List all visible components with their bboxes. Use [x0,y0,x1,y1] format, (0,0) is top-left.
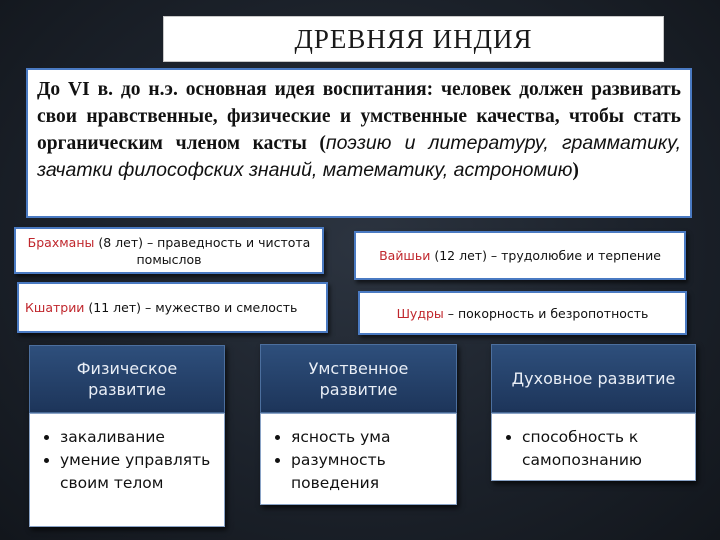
caste-vaishyas-text [379,247,661,264]
list-item: • способность к самопознанию [522,426,685,472]
caste-vaishyas-desc: (12 лет) – трудолюбие и терпение [430,248,661,263]
caste-brahmans-box [14,227,324,274]
caste-brahmans-desc: (8 лет) – праведность и чистота помыслов [94,234,311,267]
mental-list [260,413,457,505]
intro-main-text: До VI в. до н.э. основная идея воспитания: человек должен развивать свои нравственные, физические и умственные качества, чтобы стать органическим членом касты ( [37,79,681,154]
caste-shudras-name: Шудры [396,305,444,321]
caste-kshatriyas-name: Кшатрии [25,300,85,315]
physical-list [29,413,225,527]
caste-shudras-box [358,291,687,335]
list-item: • умение управлять своим телом [60,449,214,495]
list-item: • закаливание [60,426,214,449]
caste-vaishyas-name: Вайшьи [379,248,431,263]
caste-vaishyas-box [354,231,686,280]
list-item: • ясность ума [291,426,446,449]
caste-shudras-text [397,305,649,322]
caste-shudras-desc: – покорность и безропотность [443,305,649,321]
slide-title: ДРЕВНЯЯ ИНДИЯ [163,16,664,62]
intro-text-box [26,68,692,218]
caste-brahmans-text [22,234,316,268]
spiritual-list [491,413,696,481]
caste-kshatriyas-desc: (11 лет) – мужество и смелость [84,300,298,315]
intro-end-text: ) [572,160,579,181]
mental-heading: Умственное развитие [260,344,457,413]
caste-kshatriyas-box [17,282,328,333]
list-item: • разумность поведения [291,449,446,495]
intro-italic-text: поэзию и литературу, грамматику, зачатки философских знаний, математику, астрономию [37,132,681,181]
caste-brahmans-name: Брахманы [27,234,95,250]
caste-kshatriyas-text [25,299,320,316]
physical-heading: Физическое развитие [29,345,225,413]
spiritual-heading: Духовное развитие [491,344,696,413]
